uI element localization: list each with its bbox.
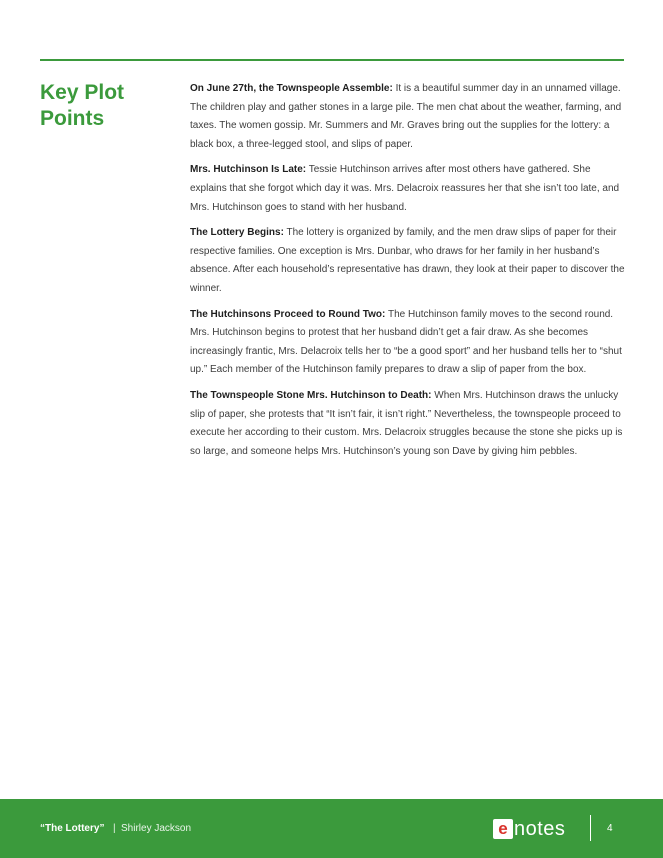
enotes-wordmark: notes — [514, 818, 566, 840]
plot-point-text: It is a beautiful summer day in an unnamed village. The children play and gather stones in a large pile. The men chat about the weather, farming, and taxes. The women gossip. Mr. Summers and Mr. Graves bring out the supplies for the lottery: a black box, a three-legged stool, and slips of paper. — [190, 83, 622, 150]
plot-point-text: The Hutchinson family moves to the second round. Mrs. Hutchinson begins to protest that her husband didn’t get a fair draw. As she becomes increasingly frantic, Mrs. Delacroix tells her to “be a good sport” and her husband tells her to “shut up.” Each member of the Hutchinson family prepares to draw a slip of paper from the box. — [190, 308, 622, 376]
plot-point-paragraph — [190, 80, 627, 154]
plot-point-paragraph — [190, 161, 627, 217]
footer-separator: | — [113, 823, 116, 834]
enotes-logo — [493, 818, 565, 840]
plot-point-text: Tessie Hutchinson arrives after most others have gathered. She explains that she forgot which day it was. Mrs. Delacroix reassures her that she isn’t too late, and Mrs. Hutchinson goes to stand with her husband. — [190, 164, 620, 213]
page-footer — [0, 799, 663, 858]
footer-work-title: “The Lottery” — [40, 823, 105, 834]
footer-vertical-divider — [590, 815, 591, 841]
plot-point-lead: The Townspeople Stone Mrs. Hutchinson to Death: — [190, 389, 432, 401]
plot-point-paragraph — [190, 387, 627, 461]
plot-points-body — [190, 80, 627, 468]
page-number: 4 — [607, 823, 613, 834]
plot-point-paragraph — [190, 224, 627, 298]
footer-author: Shirley Jackson — [121, 823, 192, 834]
enotes-e-icon: e — [493, 819, 513, 839]
plot-point-lead: The Hutchinsons Proceed to Round Two: — [190, 308, 386, 320]
plot-point-text: The lottery is organized by family, and the men draw slips of paper for their respective families. One exception is Mrs. Dunbar, who draws for her family in her husband’s absence. After each household’s representative has drawn, they look at their paper to discover the winner. — [190, 227, 625, 294]
plot-point-text: When Mrs. Hutchinson draws the unlucky slip of paper, she protests that “It isn’t fair, it isn’t right.” Nevertheless, the townspeople proceed to execute her according to their custom. Mrs. Delacroix struggles because the stone she picks up is so large, and someone helps Mrs. Hutchinson’s young son Dave by giving him pebbles. — [190, 389, 623, 457]
plot-point-lead: The Lottery Begins: — [190, 227, 284, 239]
plot-point-paragraph — [190, 306, 627, 380]
section-heading: Key Plot Points — [40, 81, 125, 130]
plot-point-lead: On June 27th, the Townspeople Assemble: — [190, 83, 393, 94]
plot-point-lead: Mrs. Hutchinson Is Late: — [190, 164, 307, 176]
top-divider — [40, 59, 624, 61]
